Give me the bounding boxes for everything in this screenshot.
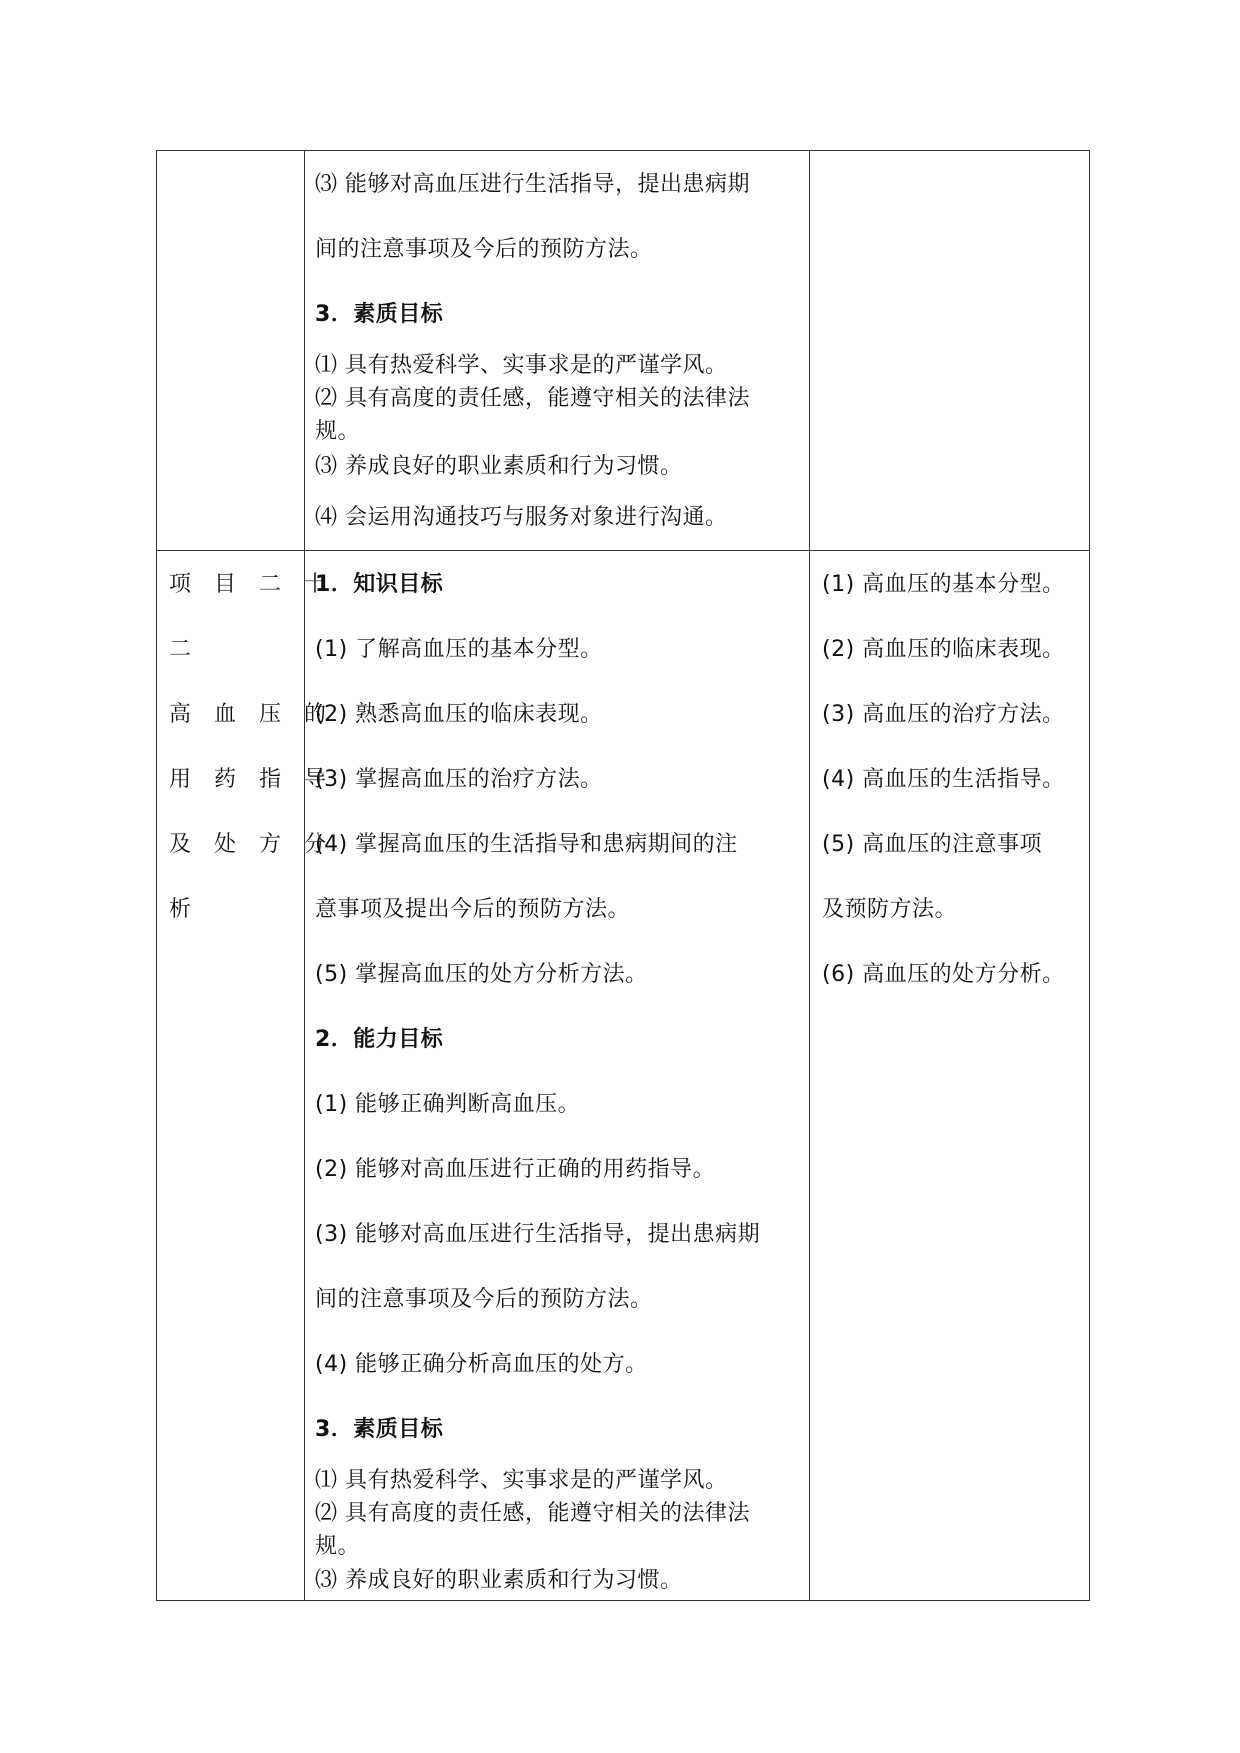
objective-line: 间的注意事项及今后的预防方法。 bbox=[315, 237, 653, 262]
content-line: (5) 高血压的注意事项 bbox=[822, 832, 1043, 857]
project-name-cell bbox=[157, 151, 305, 551]
content-cell bbox=[810, 151, 1090, 551]
content-line: (2) 高血压的临床表现。 bbox=[822, 637, 1065, 662]
objective-line: (2) 熟悉高血压的临床表现。 bbox=[315, 702, 603, 727]
objective-line: ⑶ 养成良好的职业素质和行为习惯。 bbox=[315, 1568, 683, 1593]
content-line: 及预防方法。 bbox=[822, 897, 958, 922]
objective-line: ⑵ 具有高度的责任感，能遵守相关的法律法 bbox=[315, 386, 750, 411]
project-name-cell bbox=[157, 551, 350, 1601]
content-line: (4) 高血压的生活指导。 bbox=[822, 767, 1065, 792]
project-name-line: 二 bbox=[169, 637, 192, 662]
objective-line: 意事项及提出今后的预防方法。 bbox=[315, 897, 631, 922]
project-name-line: 高血压的 bbox=[169, 702, 350, 727]
objective-line: ⑶ 养成良好的职业素质和行为习惯。 bbox=[315, 454, 683, 479]
objectives-cell bbox=[305, 551, 810, 1601]
project-name-line: 及处方分 bbox=[169, 832, 350, 857]
objective-line: ⑵ 具有高度的责任感，能遵守相关的法律法 bbox=[315, 1501, 750, 1526]
section-heading: 2．能力目标 bbox=[315, 1027, 444, 1052]
objective-line: ⑷ 会运用沟通技巧与服务对象进行沟通。 bbox=[315, 505, 728, 530]
curriculum-table bbox=[156, 150, 1090, 1601]
objective-line: (4) 掌握高血压的生活指导和患病期间的注 bbox=[315, 832, 738, 857]
content-line: (1) 高血压的基本分型。 bbox=[822, 572, 1065, 597]
section-heading: 1．知识目标 bbox=[315, 572, 444, 597]
objective-line: (4) 能够正确分析高血压的处方。 bbox=[315, 1352, 648, 1377]
objective-line: ⑴ 具有热爱科学、实事求是的严谨学风。 bbox=[315, 353, 728, 378]
objective-line: 间的注意事项及今后的预防方法。 bbox=[315, 1287, 653, 1312]
objectives-cell bbox=[305, 151, 810, 551]
project-name-line: 项目二十 bbox=[169, 572, 350, 597]
objective-line: (3) 掌握高血压的治疗方法。 bbox=[315, 767, 603, 792]
project-name-line: 析 bbox=[169, 897, 192, 922]
content-cell bbox=[810, 551, 1090, 1601]
objective-line: 规。 bbox=[315, 1534, 361, 1559]
objective-line: ⑴ 具有热爱科学、实事求是的严谨学风。 bbox=[315, 1468, 728, 1493]
objective-line: (3) 能够对高血压进行生活指导，提出患病期 bbox=[315, 1222, 761, 1247]
objective-line: (2) 能够对高血压进行正确的用药指导。 bbox=[315, 1157, 716, 1182]
table-row bbox=[157, 551, 1090, 1601]
section-heading: 3．素质目标 bbox=[315, 1417, 444, 1442]
objective-line: ⑶ 能够对高血压进行生活指导，提出患病期 bbox=[315, 172, 750, 197]
section-heading: 3．素质目标 bbox=[315, 302, 444, 327]
content-line: (3) 高血压的治疗方法。 bbox=[822, 702, 1065, 727]
project-name-line: 用药指导 bbox=[169, 767, 350, 792]
objective-line: (1) 了解高血压的基本分型。 bbox=[315, 637, 603, 662]
objective-line: 规。 bbox=[315, 419, 361, 444]
objective-line: (5) 掌握高血压的处方分析方法。 bbox=[315, 962, 648, 987]
content-line: (6) 高血压的处方分析。 bbox=[822, 962, 1065, 987]
objective-line: (1) 能够正确判断高血压。 bbox=[315, 1092, 581, 1117]
table-row bbox=[157, 151, 1090, 551]
